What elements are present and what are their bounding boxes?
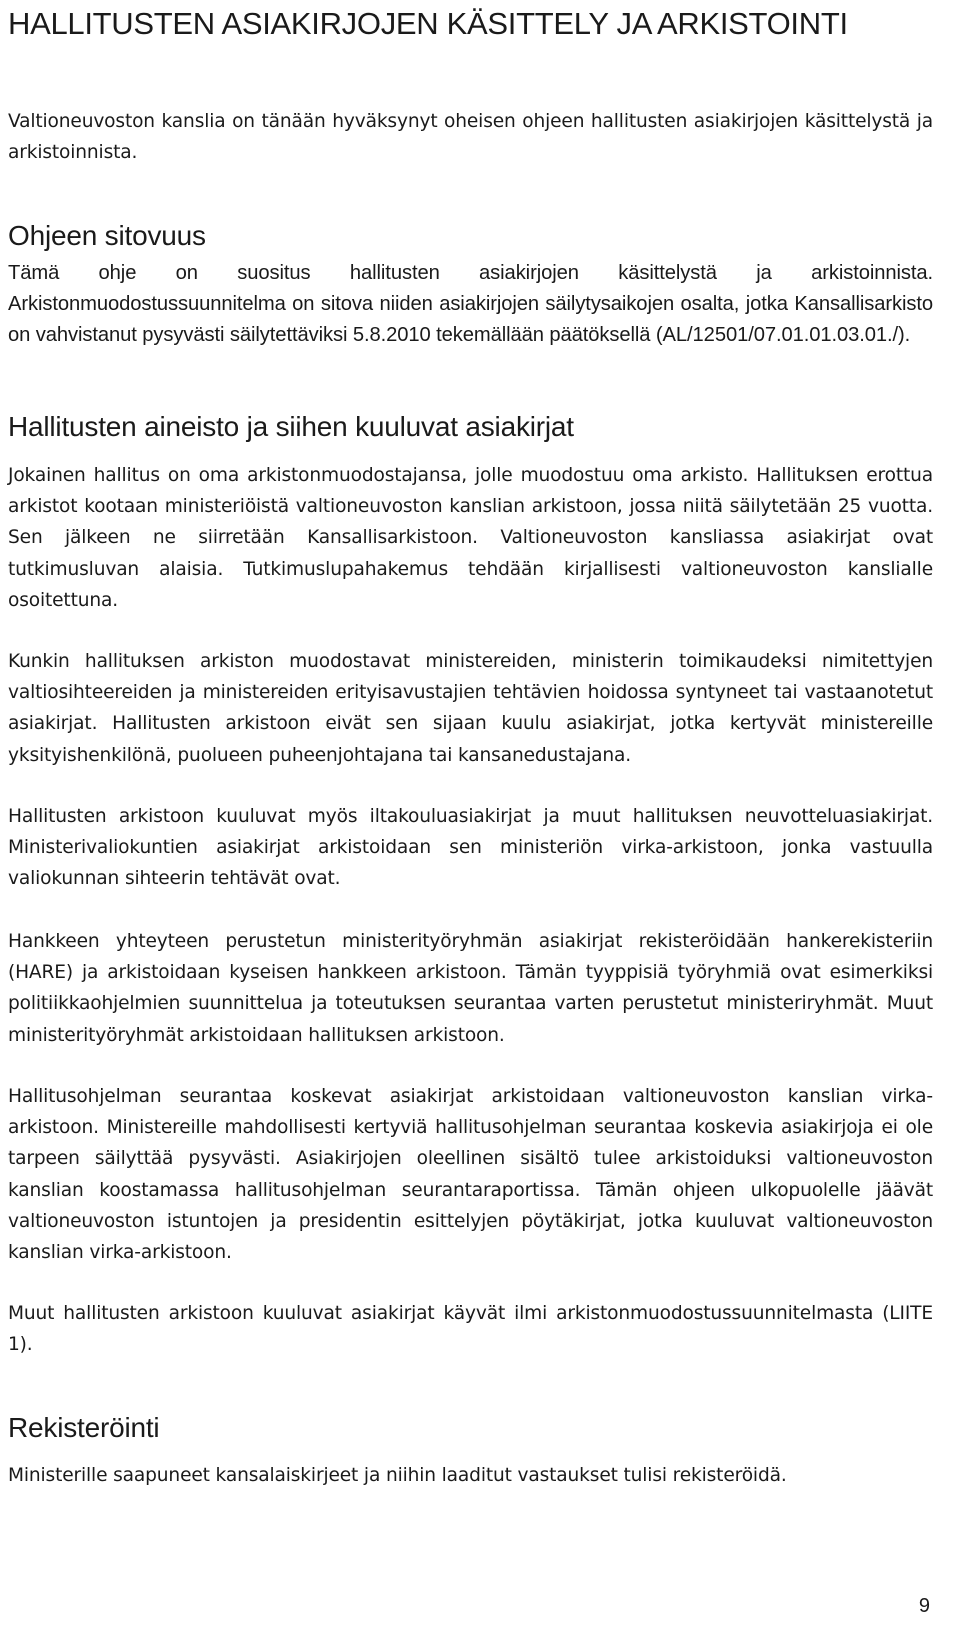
page-number: 9	[918, 1595, 930, 1617]
document-title: HALLITUSTEN ASIAKIRJOJEN KÄSITTELY JA ARKISTOINTI	[8, 6, 848, 41]
paragraph-rekisterointi: Ministerille saapuneet kansalaiskirjeet ja niihin laaditut vastaukset tulisi rekisteröidä.	[8, 1465, 787, 1486]
paragraph-aineisto-5: Hallitusohjelman seurantaa koskevat asiakirjat arkistoidaan valtioneuvoston kanslian virka-arkistoon. Ministereille mahdollisesti kertyviä hallitusohjelman seurantaa koskevia asiakirjoja ei ole tarpeen säilyttää pysyvästi. Asiakirjojen oleellinen sisältö tulee arkistoiduksi valtioneuvoston kanslian koostamassa hallitusohjelman seurantaraportissa. Tämän ohjeen ulkopuolelle jäävät valtioneuvoston istuntojen ja presidentin esittelyjen pöytäkirjat, jotka kuuluvat valtioneuvoston kanslian virka-arkistoon.	[8, 1086, 933, 1264]
intro-paragraph: Valtioneuvoston kanslia on tänään hyväksynyt oheisen ohjeen hallitusten asiakirjojen käsittelystä ja arkistoinnista.	[8, 111, 933, 164]
section-heading-hallitusten-aineisto: Hallitusten aineisto ja siihen kuuluvat asiakirjat	[8, 411, 574, 442]
paragraph-sitovuus: Tämä ohje on suositus hallitusten asiakirjojen käsittelystä ja arkistoinnista. Arkistonmuodostussuunnitelma on sitova niiden asiakirjojen säilytysaikojen osalta, jotka Kansallisarkisto on vahvistanut pysyvästi säilytettäviksi 5.8.2010 tekemällään päätöksellä (AL/12501/07.01.01.03.01./).	[8, 262, 933, 347]
paragraph-aineisto-2: Kunkin hallituksen arkiston muodostavat ministereiden, ministerin toimikaudeksi nimitettyjen valtiosihteereiden ja ministereiden erityisavustajien tehtävien hoidossa syntyneet tai vastaanotetut asiakirjat. Hallitusten arkistoon eivät sen sijaan kuulu asiakirjat, jotka kertyvät ministereille yksityishenkilönä, puolueen puheenjohtajana tai kansanedustajana.	[8, 651, 933, 766]
section-heading-ohjeen-sitovuus: Ohjeen sitovuus	[8, 220, 206, 251]
paragraph-aineisto-1: Jokainen hallitus on oma arkistonmuodostajansa, jolle muodostuu oma arkisto. Hallituksen erottua arkistot kootaan ministeriöistä valtioneuvoston kanslian arkistoon, jossa niitä säilytetään 25 vuotta. Sen jälkeen ne siirretään Kansallisarkistoon. Valtioneuvoston kansliassa asiakirjat ovat tutkimusluvan alaisia. Tutkimuslupahakemus tehdään kirjallisesti valtioneuvoston kanslialle osoitettuna.	[8, 465, 933, 611]
paragraph-aineisto-4: Hankkeen yhteyteen perustetun ministerityöryhmän asiakirjat rekisteröidään hankerekisteriin (HARE) ja arkistoidaan kyseisen hankkeen arkistoon. Tämän tyyppisiä työryhmiä ovat esimerkiksi politiikkaohjelmien suunnittelua ja toteutuksen seurantaa varten perustetut ministeriryhmät. Muut ministerityöryhmät arkistoidaan hallituksen arkistoon.	[8, 931, 933, 1046]
paragraph-aineisto-3: Hallitusten arkistoon kuuluvat myös iltakouluasiakirjat ja muut hallituksen neuvotteluasiakirjat. Ministerivaliokuntien asiakirjat arkistoidaan sen ministeriön virka-arkistoon, jonka vastuulla valiokunnan sihteerin tehtävät ovat.	[8, 806, 933, 890]
paragraph-aineisto-6: Muut hallitusten arkistoon kuuluvat asiakirjat käyvät ilmi arkistonmuodostussuunnitelmasta (LIITE 1).	[8, 1303, 933, 1356]
section-heading-rekisterointi: Rekisteröinti	[8, 1412, 160, 1443]
